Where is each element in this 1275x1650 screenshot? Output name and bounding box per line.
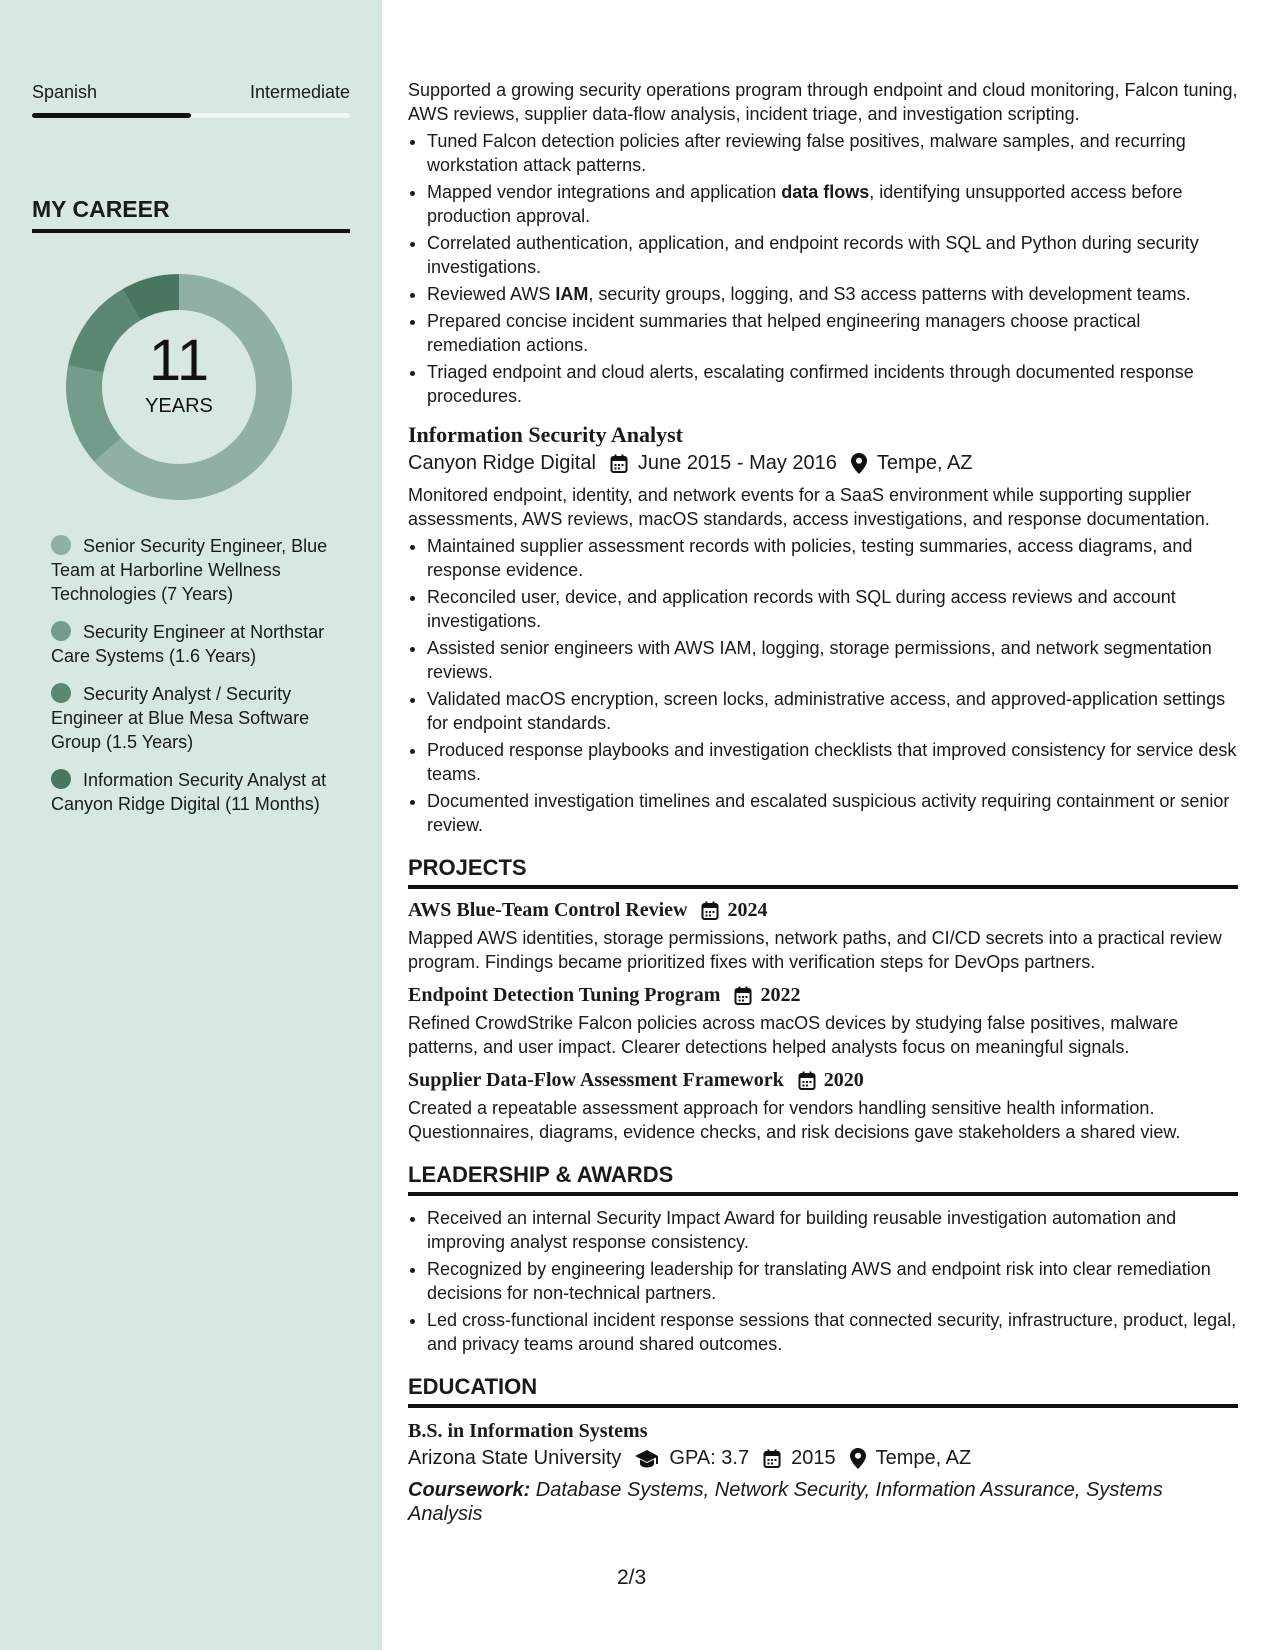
project-item xyxy=(408,1069,1238,1144)
donut-slice-3 xyxy=(68,289,140,372)
calendar-icon xyxy=(734,986,752,1006)
career-legend-label: Security Engineer at Northstar Care Systems (1.6 Years) xyxy=(51,622,325,666)
career-legend-item xyxy=(51,682,341,754)
graduation-cap-icon xyxy=(635,1450,659,1468)
project-year: 2024 xyxy=(727,899,768,921)
language-proficiency-fill xyxy=(32,113,191,118)
career-total-unit: YEARS xyxy=(145,395,213,417)
list-item: • Maintained supplier assessment records with policies, testing summaries, access diagrams, and response evidence. xyxy=(427,534,1238,582)
project-title-row xyxy=(408,984,1238,1007)
job-summary: Monitored endpoint, identity, and network events for a SaaS environment while supporting supplier assessments, AWS reviews, macOS standards, access investigations, and response documentation. xyxy=(408,485,1210,529)
project-name: Supplier Data-Flow Assessment Framework xyxy=(408,1069,784,1091)
intro-bullets xyxy=(408,129,1238,408)
career-donut-chart xyxy=(66,274,292,500)
list-item: • Reconciled user, device, and application records with SQL during access reviews and account investigations. xyxy=(427,585,1238,633)
list-item xyxy=(427,180,1238,228)
map-pin-icon xyxy=(851,453,867,474)
job-bullets xyxy=(408,534,1238,837)
education-year: 2015 xyxy=(791,1447,836,1469)
projects-list xyxy=(408,899,1238,1144)
education-degree: B.S. in Information Systems xyxy=(408,1420,648,1442)
career-total-number: 11 xyxy=(148,328,210,393)
job-meta xyxy=(408,452,1238,475)
language-name: Spanish xyxy=(32,82,98,102)
project-year: 2020 xyxy=(823,1069,864,1091)
bullet-text: Triaged endpoint and cloud alerts, escalating confirmed incidents through documented response procedures. xyxy=(427,362,1194,406)
education-meta xyxy=(408,1447,1238,1470)
language-row xyxy=(32,82,350,103)
list-item: • Validated macOS encryption, screen locks, administrative access, and approved-application settings for endpoint standards. xyxy=(427,687,1238,735)
coursework-label: Coursework: xyxy=(408,1479,531,1501)
calendar-icon xyxy=(610,454,628,474)
main-content xyxy=(408,78,1238,1526)
list-item xyxy=(427,129,1238,177)
career-legend-item xyxy=(51,534,341,606)
career-legend-item xyxy=(51,768,341,816)
list-item: • Documented investigation timelines and escalated suspicious activity requiring containment or senior review. xyxy=(427,789,1238,837)
career-legend-label: Security Analyst / Security Engineer at Blue Mesa Software Group (1.5 Years) xyxy=(51,684,310,752)
bullet-keyword: data flows xyxy=(781,182,870,202)
intro-summary: Supported a growing security operations program through endpoint and cloud monitoring, Falcon tuning, AWS reviews, supplier data-flow analysis, incident triage, and investigation scripting. xyxy=(408,80,1238,124)
education-section-title: EDUCATION xyxy=(408,1374,1238,1408)
job-dates: June 2015 - May 2016 xyxy=(637,452,837,474)
legend-dot xyxy=(51,621,71,641)
bullet-text: Correlated authentication, application, and endpoint records with SQL and Python during security investigations. xyxy=(427,233,1199,277)
project-year: 2022 xyxy=(760,984,801,1006)
bullet-text: Prepared concise incident summaries that helped engineering managers choose practical remediation actions. xyxy=(427,311,1141,355)
project-description: Created a repeatable assessment approach for vendors handling sensitive health information. Questionnaires, diagrams, evidence checks, and risk decisions gave stakeholders a shared view. xyxy=(408,1098,1181,1142)
coursework-list: Database Systems, Network Security, Information Assurance, Systems Analysis xyxy=(408,1479,1163,1525)
legend-dot xyxy=(51,769,71,789)
legend-dot xyxy=(51,535,71,555)
leadership-section-title: LEADERSHIP & AWARDS xyxy=(408,1162,1238,1196)
career-section-title: MY CAREER xyxy=(32,196,350,233)
list-item: • Assisted senior engineers with AWS IAM, logging, storage permissions, and network segmentation reviews. xyxy=(427,636,1238,684)
job-title: Information Security Analyst xyxy=(408,422,683,447)
list-item xyxy=(427,309,1238,357)
list-item: • Produced response playbooks and investigation checklists that improved consistency for service desk teams. xyxy=(427,738,1238,786)
career-legend-label: Senior Security Engineer, Blue Team at Harborline Wellness Technologies (7 Years) xyxy=(51,536,328,604)
project-description: Mapped AWS identities, storage permissions, network paths, and CI/CD secrets into a practical review program. Findings became prioritized fixes with verification steps for DevOps partners. xyxy=(408,928,1222,972)
calendar-icon xyxy=(701,901,719,921)
list-item xyxy=(427,231,1238,279)
project-item xyxy=(408,984,1238,1059)
career-legend-item xyxy=(51,620,341,668)
project-title-row xyxy=(408,899,1238,922)
calendar-icon xyxy=(798,1071,816,1091)
language-level: Intermediate xyxy=(249,82,350,102)
project-description: Refined CrowdStrike Falcon policies across macOS devices by studying false positives, malware patterns, and user impact. Clearer detections helped analysts focus on meaningful signals. xyxy=(408,1013,1179,1057)
bullet-text: , identifying unsupported access before production approval. xyxy=(427,182,1183,226)
education-gpa: GPA: 3.7 xyxy=(669,1447,750,1469)
list-item xyxy=(427,360,1238,408)
bullet-text: Reviewed AWS xyxy=(427,284,556,304)
career-legend xyxy=(51,534,341,830)
bullet-text: Mapped vendor integrations and application xyxy=(427,182,782,202)
list-item: • Received an internal Security Impact Award for building reusable investigation automation and improving analyst response consistency. xyxy=(427,1206,1238,1254)
calendar-icon xyxy=(763,1449,781,1469)
sidebar xyxy=(0,0,382,1650)
list-item: • Led cross-functional incident response sessions that connected security, infrastructure, product, legal, and privacy teams around shared outcomes. xyxy=(427,1308,1238,1356)
education-coursework xyxy=(408,1478,1238,1526)
bullet-text: Tuned Falcon detection policies after reviewing false positives, malware samples, and recurring workstation attack patterns. xyxy=(427,131,1186,175)
job-location: Tempe, AZ xyxy=(876,452,973,474)
projects-section-title: PROJECTS xyxy=(408,855,1238,889)
bullet-text: , security groups, logging, and S3 access patterns with development teams. xyxy=(588,284,1191,304)
project-name: AWS Blue-Team Control Review xyxy=(408,899,688,921)
language-proficiency-bar xyxy=(32,113,350,118)
job-company: Canyon Ridge Digital xyxy=(408,452,596,474)
education-school: Arizona State University xyxy=(408,1447,622,1469)
map-pin-icon xyxy=(850,1448,866,1469)
legend-dot xyxy=(51,683,71,703)
list-item: • Recognized by engineering leadership for translating AWS and endpoint risk into clear remediation decisions for non-technical partners. xyxy=(427,1257,1238,1305)
bullet-keyword: IAM xyxy=(555,284,589,304)
list-item xyxy=(427,282,1238,306)
project-item xyxy=(408,899,1238,974)
project-name: Endpoint Detection Tuning Program xyxy=(408,984,721,1006)
leadership-list xyxy=(408,1206,1238,1356)
project-title-row xyxy=(408,1069,1238,1092)
career-legend-label: Information Security Analyst at Canyon Ridge Digital (11 Months) xyxy=(51,770,327,814)
education-location: Tempe, AZ xyxy=(875,1447,972,1469)
page-number: 2/3 xyxy=(617,1566,647,1589)
